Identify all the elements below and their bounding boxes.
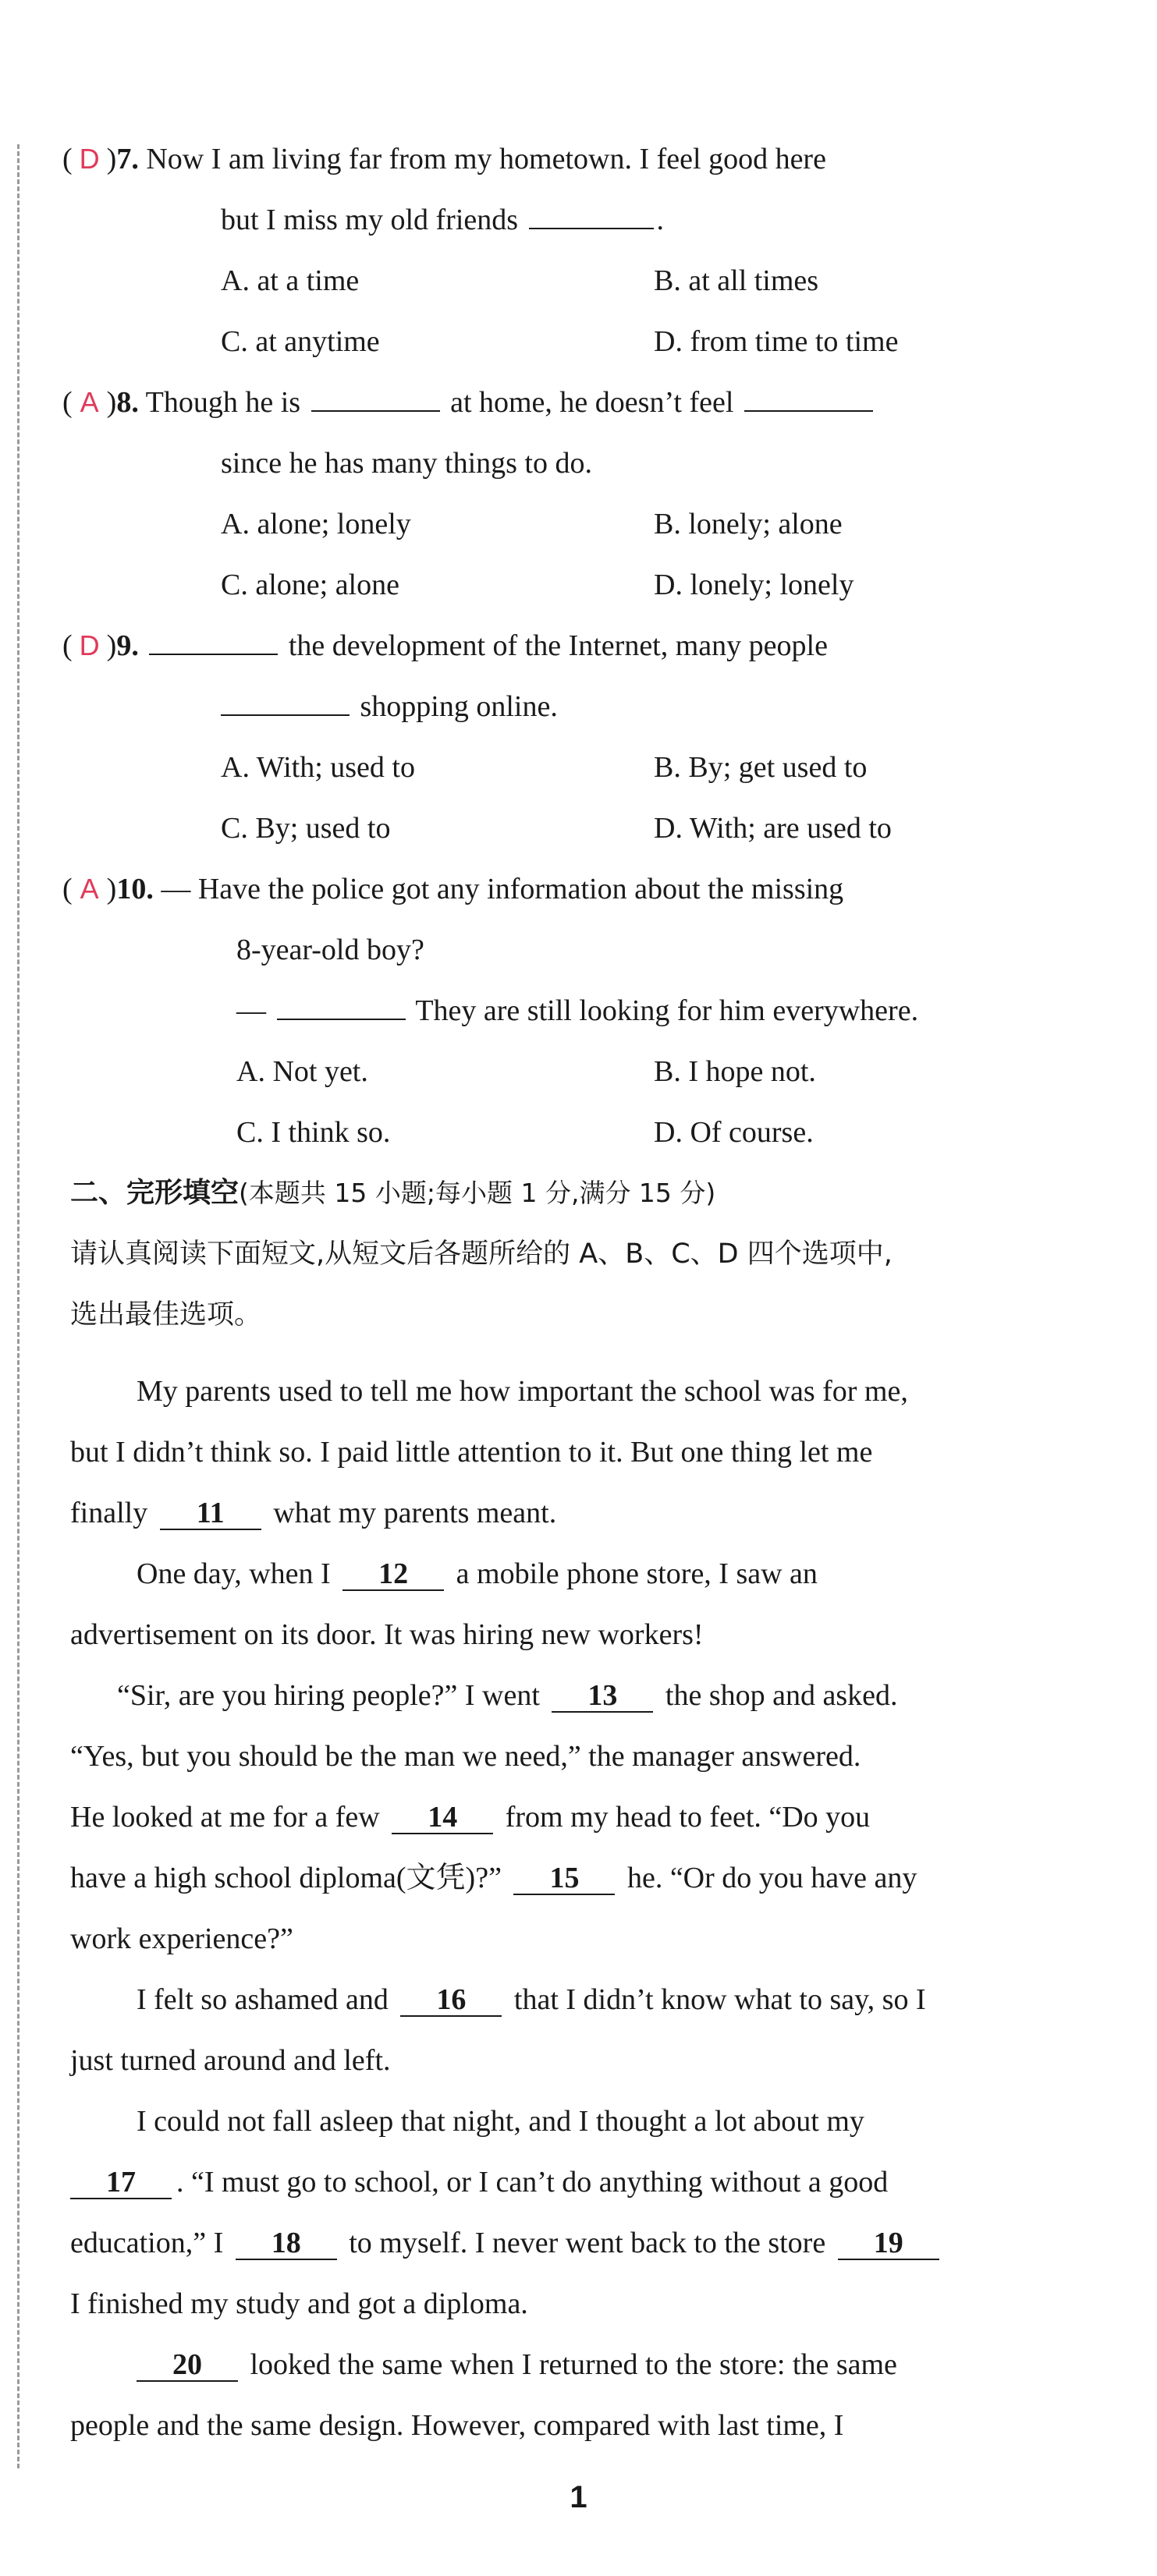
- text: a mobile phone store, I saw an: [456, 1557, 818, 1590]
- question-10-line-2: 8-year-old boy?: [236, 934, 424, 966]
- option: A. alone; lonely: [221, 508, 411, 540]
- numbered-blank-19: 19: [838, 2227, 939, 2260]
- numbered-blank-17: 17: [70, 2167, 172, 2199]
- section-2-subtitle: (本题共 15 小题;每小题 1 分,满分 15 分): [239, 1178, 716, 1208]
- question-10-dash: —: [236, 994, 266, 1027]
- margin-dashed-rule: [17, 144, 20, 2468]
- option: B. lonely; alone: [654, 508, 843, 540]
- passage-line: I could not fall asleep that night, and I thought a lot about my: [137, 2105, 864, 2138]
- option: A. Not yet.: [236, 1055, 368, 1088]
- page-number: 1: [570, 2480, 587, 2514]
- option: C. at anytime: [221, 325, 380, 358]
- question-8-text-1b: at home, he doesn’t feel: [450, 386, 734, 419]
- passage-line: but I didn’t think so. I paid little attention to it. But one thing let me: [70, 1436, 873, 1469]
- option: B. at all times: [654, 264, 819, 297]
- question-9-line-1: ( D )9. the development of the Internet, many people: [62, 627, 828, 664]
- passage-line: work experience?”: [70, 1922, 293, 1955]
- answer-10: A: [80, 873, 99, 905]
- option: C. alone; alone: [221, 569, 399, 601]
- text: that I didn’t know what to say, so I: [513, 1983, 926, 2016]
- text: . “I must go to school, or I can’t do anything without a good: [176, 2166, 889, 2199]
- blank: [744, 384, 873, 412]
- passage-line: [70, 1798, 870, 1836]
- passage-line: [70, 1859, 917, 1897]
- question-8-line-2: since he has many things to do.: [221, 447, 592, 480]
- text: One day, when I: [137, 1557, 331, 1590]
- question-7-text-1: Now I am living far from my hometown. I feel good here: [146, 143, 826, 175]
- passage-line: advertisement on its door. It was hiring new workers!: [70, 1618, 704, 1651]
- section-2-instruction-1: 请认真阅读下面短文,从短文后各题所给的 A、B、C、D 四个选项中,: [70, 1238, 893, 1270]
- text: He looked at me for a few: [70, 1801, 380, 1834]
- numbered-blank-15: 15: [513, 1862, 615, 1895]
- blank: [529, 201, 654, 229]
- text: from my head to feet. “Do you: [505, 1801, 871, 1834]
- blank: [311, 384, 440, 412]
- text: the shop and asked.: [665, 1679, 898, 1712]
- question-9-text-2: shopping online.: [360, 690, 558, 723]
- numbered-blank-20: 20: [137, 2349, 238, 2382]
- question-7-line-2: [221, 201, 664, 239]
- text: looked the same when I returned to the store: the same: [250, 2348, 897, 2381]
- section-2-instruction-2: 选出最佳选项。: [70, 1299, 262, 1331]
- option: C. By; used to: [221, 812, 391, 845]
- option: B. I hope not.: [654, 1055, 816, 1088]
- numbered-blank-14: 14: [392, 1802, 493, 1834]
- question-9-text-1: the development of the Internet, many people: [288, 629, 828, 662]
- question-10-line-3: [236, 992, 918, 1029]
- numbered-blank-12: 12: [342, 1558, 444, 1591]
- question-7-text-2a: but I miss my old friends: [221, 204, 519, 236]
- passage-line: people and the same design. However, compared with last time, I: [70, 2409, 844, 2442]
- option: B. By; get used to: [654, 751, 868, 784]
- passage-line: [137, 2346, 897, 2383]
- text: what my parents meant.: [273, 1497, 557, 1529]
- question-8-number: 8.: [116, 386, 139, 419]
- question-9-line-2: [221, 688, 558, 725]
- passage-line: [117, 1677, 898, 1714]
- answer-9: D: [79, 629, 100, 661]
- numbered-blank-18: 18: [236, 2227, 337, 2260]
- option: C. I think so.: [236, 1116, 391, 1149]
- section-2-title: 二、完形填空: [70, 1177, 240, 1209]
- passage-line: I finished my study and got a diploma.: [70, 2287, 528, 2320]
- option: D. Of course.: [654, 1116, 814, 1149]
- text: “Sir, are you hiring people?” I went: [117, 1679, 540, 1712]
- section-2-heading: [70, 1175, 715, 1212]
- passage-line: “Yes, but you should be the man we need,” the manager answered.: [70, 1740, 861, 1773]
- option: D. from time to time: [654, 325, 899, 358]
- text: I felt so ashamed and: [137, 1983, 389, 2016]
- question-8-line-1: ( A )8. Though he is at home, he doesn’t feel: [62, 384, 876, 421]
- numbered-blank-11: 11: [160, 1497, 261, 1530]
- question-10-number: 10.: [116, 873, 154, 905]
- passage-line: just turned around and left.: [70, 2044, 391, 2077]
- blank: [221, 688, 350, 716]
- question-9-number: 9.: [116, 629, 139, 662]
- question-7-line-1: ( D )7. Now I am living far from my hometown. I feel good here: [62, 140, 826, 178]
- question-8-text-1a: Though he is: [145, 386, 301, 419]
- numbered-blank-16: 16: [400, 1984, 502, 2017]
- question-7-text-2b: .: [656, 204, 665, 236]
- blank: [149, 627, 278, 655]
- text: have a high school diploma(文凭)?”: [70, 1862, 502, 1894]
- option: A. at a time: [221, 264, 360, 297]
- passage-line: My parents used to tell me how important the school was for me,: [137, 1375, 908, 1408]
- passage-line: [70, 2163, 888, 2201]
- passage-line: [137, 1555, 818, 1593]
- answer-8: A: [80, 386, 99, 418]
- question-7-number: 7.: [116, 143, 139, 175]
- option: D. With; are used to: [654, 812, 892, 845]
- blank: [277, 992, 406, 1020]
- answer-7: D: [79, 143, 100, 175]
- text: finally: [70, 1497, 148, 1529]
- text: he. “Or do you have any: [626, 1862, 917, 1894]
- option: A. With; used to: [221, 751, 415, 784]
- question-10-text-3: They are still looking for him everywhere.: [415, 994, 919, 1027]
- passage-line: [70, 1494, 556, 1532]
- text: education,” I: [70, 2227, 224, 2259]
- numbered-blank-13: 13: [552, 1680, 653, 1713]
- option: D. lonely; lonely: [654, 569, 854, 601]
- text: to myself. I never went back to the store: [349, 2227, 826, 2259]
- question-10-line-1: ( A )10. — Have the police got any information about the missing: [62, 870, 843, 908]
- question-10-text-1: — Have the police got any information about the missing: [161, 873, 844, 905]
- passage-line: [70, 2224, 944, 2262]
- passage-line: [137, 1981, 926, 2018]
